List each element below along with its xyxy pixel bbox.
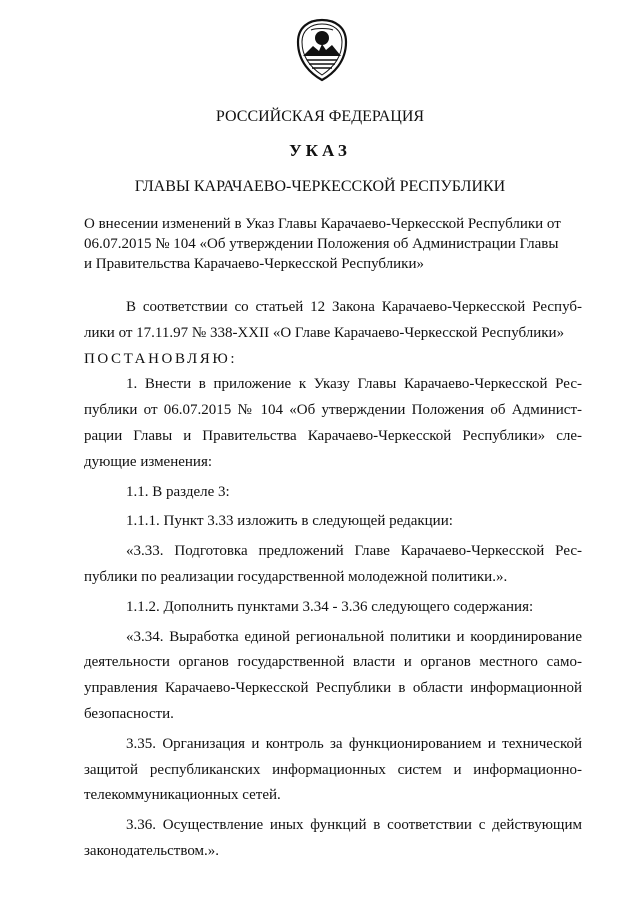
item-1-1-paragraph (84, 480, 582, 506)
text-line: «3.33. Подготовка предложений Главе Карачаево-Черкесской Рес- (126, 543, 582, 560)
text-line: законодательством.». (84, 842, 220, 859)
text-line: публики по реализации государственной молодежной политики.». (84, 568, 508, 585)
decree-title: УКАЗ (289, 141, 351, 160)
item-1-1-2-paragraph (84, 595, 582, 621)
text-line: деятельности органов государственной власти и органов местного само- (84, 654, 582, 671)
issuer-title: ГЛАВЫ КАРАЧАЕВО-ЧЕРКЕССКОЙ РЕСПУБЛИКИ (134, 178, 506, 195)
text-line: 1.1. В разделе 3: (126, 483, 230, 500)
text-line: В соответствии со статьей 12 Закона Карачаево-Черкесской Респуб- (126, 299, 582, 315)
subject-line: и Правительства Карачаево-Черкесской Республики» (84, 256, 424, 272)
text-line: «3.34. Выработка единой региональной политики и координирование (126, 628, 582, 645)
item-1-1-1-paragraph (84, 509, 582, 535)
text-line: защитой республиканских информационных систем и информационно- (84, 761, 582, 778)
coat-of-arms-emblem (295, 18, 349, 82)
item-3-35-paragraph (84, 732, 582, 809)
decree-word: ПОСТАНОВЛЯЮ: (84, 350, 238, 367)
decree-subject (84, 214, 582, 274)
item-3-34-paragraph (84, 625, 582, 728)
text-line: публики от 06.07.2015 № 104 «Об утверждении Положения об Админист- (84, 402, 582, 419)
text-line: 1.1.1. Пункт 3.33 изложить в следующей редакции: (126, 513, 453, 530)
text-line: 1.1.2. Дополнить пунктами 3.34 - 3.36 следующего содержания: (126, 598, 534, 615)
intro-paragraph (84, 295, 582, 347)
text-line: 3.36. Осуществление иных функций в соответствии с действующим (126, 817, 582, 834)
text-line: рации Главы и Правительства Карачаево-Черкесской Республики» сле- (84, 427, 582, 444)
text-line: дующие изменения: (84, 453, 213, 470)
text-line: 3.35. Организация и контроль за функционированием и технической (126, 735, 582, 752)
text-line: управления Карачаево-Черкесской Республики в области информационной (84, 680, 582, 697)
text-line: лики от 17.11.97 № 338-XXII «О Главе Карачаево-Черкесской Республики» (84, 324, 565, 341)
country-title: РОССИЙСКАЯ ФЕДЕРАЦИЯ (215, 108, 425, 125)
item-1-paragraph (84, 372, 582, 475)
item-3-36-paragraph (84, 813, 582, 865)
text-line: 1. Внести в приложение к Указу Главы Карачаево-Черкесской Рес- (126, 376, 582, 393)
subject-line: 06.07.2015 № 104 «Об утверждении Положения об Администрации Главы (84, 236, 559, 252)
decree-body (84, 295, 582, 865)
text-line: телекоммуникационных сетей. (84, 787, 281, 804)
subject-line: О внесении изменений в Указ Главы Карачаево-Черкесской Республики от (84, 216, 561, 232)
text-line: безопасности. (84, 705, 174, 722)
item-3-33-paragraph (84, 539, 582, 591)
